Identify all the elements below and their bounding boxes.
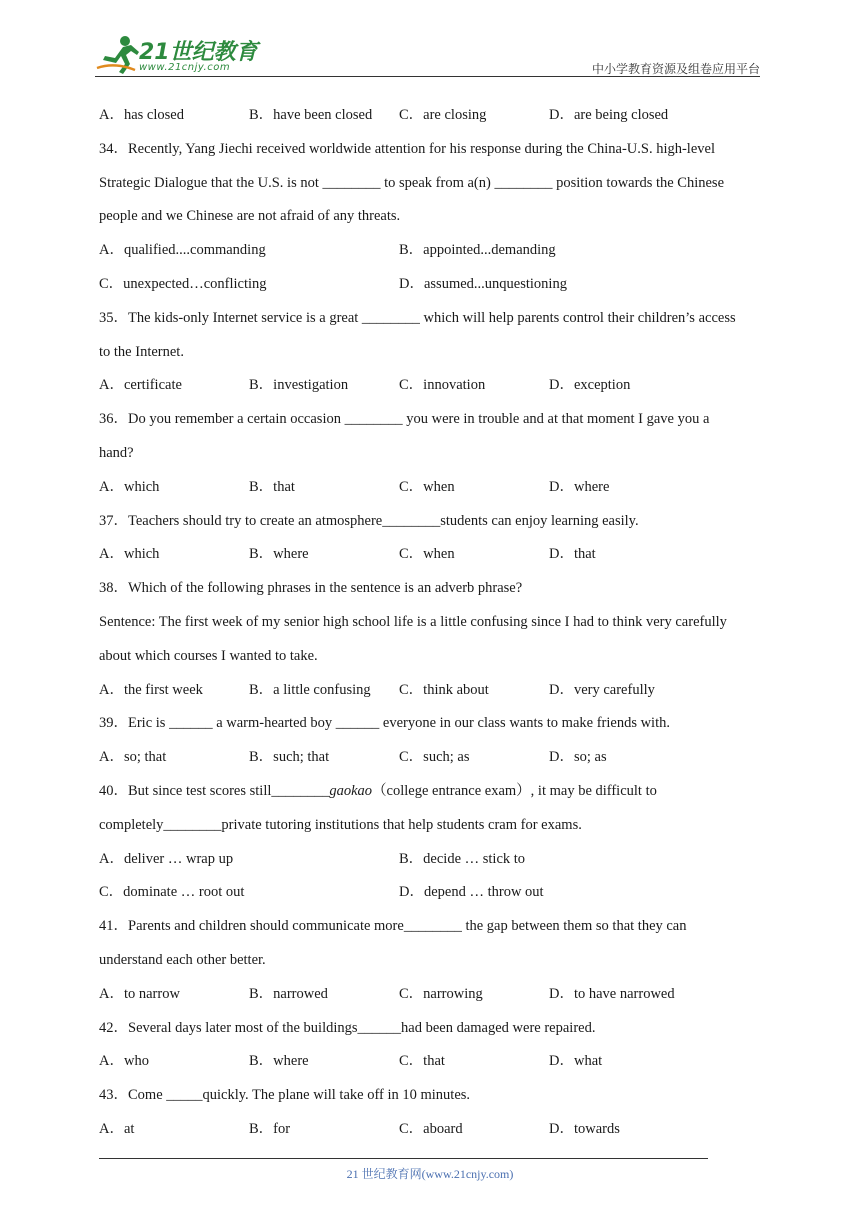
question-text: 41．Parents and children should communicate more________ the gap between them so that they can — [99, 918, 687, 935]
option-a[interactable]: A．who — [99, 1053, 149, 1070]
question-text: 39．Eric is ______ a warm-hearted boy ______ everyone in our class wants to make friends with. — [99, 715, 670, 732]
question-text: 37．Teachers should try to create an atmosphere________students can enjoy learning easily. — [99, 512, 639, 529]
question-text-part: （college entrance exam）, it may be difficult to — [372, 782, 657, 799]
question-text: understand each other better. — [99, 951, 266, 968]
option-a[interactable]: A．to narrow — [99, 985, 180, 1002]
q40-options-row1 — [99, 845, 769, 879]
q41-options — [99, 980, 769, 1014]
q39-options — [99, 743, 769, 777]
option-b[interactable]: B．a little confusing — [249, 681, 371, 698]
option-c[interactable]: C．when — [399, 546, 455, 563]
option-c[interactable]: C．are closing — [399, 107, 487, 123]
footer-divider — [99, 1158, 708, 1159]
option-a[interactable]: A．which — [99, 478, 160, 495]
option-d[interactable]: D．so; as — [549, 749, 607, 766]
option-b[interactable]: B．such; that — [249, 749, 330, 766]
option-d[interactable]: D．what — [549, 1053, 603, 1070]
option-b[interactable]: B．decide … stick to — [399, 850, 526, 867]
question-text: about which courses I wanted to take. — [99, 647, 318, 664]
option-c[interactable]: C．unexpected…conflicting — [99, 275, 267, 292]
question-text: 36．Do you remember a certain occasion ________ you were in trouble and at that moment I gave you a — [99, 411, 710, 428]
option-b[interactable]: B．appointed...demanding — [399, 242, 556, 259]
q34-options-row2 — [99, 270, 769, 304]
option-c[interactable]: C．that — [399, 1053, 445, 1070]
q35-options — [99, 371, 769, 405]
question-text: 38．Which of the following phrases in the sentence is an adverb phrase? — [99, 580, 523, 597]
option-d[interactable]: D．towards — [549, 1120, 620, 1137]
question-text: Strategic Dialogue that the U.S. is not ________ to speak from a(n) ________ position towards the Chinese — [99, 174, 725, 191]
option-c[interactable]: C．dominate … root out — [99, 884, 245, 901]
q42-options — [99, 1047, 769, 1081]
q43-options — [99, 1115, 769, 1149]
option-c[interactable]: C．such; as — [399, 749, 470, 766]
option-d[interactable]: D．are being closed — [549, 107, 669, 123]
question-text — [99, 777, 769, 811]
q38-options — [99, 676, 769, 710]
page-footer[interactable]: 21 世纪教育网(www.21cnjy.com) — [346, 1167, 514, 1181]
q40-options-row2 — [99, 878, 769, 912]
header-divider — [95, 76, 760, 77]
question-text: completely________private tutoring institutions that help students cram for exams. — [99, 816, 582, 833]
question-text: Sentence: The first week of my senior high school life is a little confusing since I had to think very carefully — [99, 613, 727, 630]
question-text: 43．Come _____quickly. The plane will take off in 10 minutes. — [99, 1087, 471, 1104]
q34-options-row1 — [99, 236, 769, 270]
option-d[interactable]: D．depend … throw out — [399, 884, 544, 901]
question-text: hand? — [99, 444, 134, 461]
option-a[interactable]: A．so; that — [99, 749, 167, 766]
option-d[interactable]: D．that — [549, 546, 596, 563]
question-text: people and we Chinese are not afraid of any threats. — [99, 208, 401, 225]
option-a[interactable]: A．certificate — [99, 377, 182, 394]
option-d[interactable]: D．exception — [549, 377, 631, 394]
q37-options — [99, 540, 769, 574]
option-d[interactable]: D．very carefully — [549, 681, 655, 698]
option-b[interactable]: B．where — [249, 1053, 309, 1070]
q36-options — [99, 473, 769, 507]
question-text: 34．Recently, Yang Jiechi received worldwide attention for his response during the China-U.S. high-level — [99, 140, 715, 157]
question-list — [99, 101, 769, 1149]
platform-title: 中小学教育资源及组卷应用平台 — [591, 62, 760, 76]
option-a[interactable]: A．has closed — [99, 107, 184, 123]
option-c[interactable]: C．narrowing — [399, 985, 483, 1002]
option-a[interactable]: A．the first week — [99, 681, 203, 698]
option-b[interactable]: B．investigation — [249, 377, 349, 394]
question-text: 42．Several days later most of the buildings______had been damaged were repaired. — [99, 1019, 596, 1036]
page-header — [95, 30, 760, 78]
italic-term: gaokao — [329, 782, 373, 799]
q33-options — [99, 101, 769, 135]
option-b[interactable]: B．where — [249, 546, 309, 563]
option-a[interactable]: A．which — [99, 546, 160, 563]
logo-url: www.21cnjy.com — [139, 62, 231, 73]
option-c[interactable]: C．innovation — [399, 377, 486, 394]
option-b[interactable]: B．that — [249, 478, 295, 495]
logo — [95, 34, 265, 76]
option-b[interactable]: B．for — [249, 1120, 291, 1137]
option-b[interactable]: B．narrowed — [249, 985, 328, 1002]
option-d[interactable]: D．to have narrowed — [549, 985, 675, 1002]
option-c[interactable]: C．think about — [399, 681, 489, 698]
logo-text: 21世纪教育 — [139, 40, 258, 65]
runner-logo-icon — [95, 34, 139, 76]
question-text-part: 40．But since test scores still________ — [99, 782, 330, 799]
question-text: to the Internet. — [99, 343, 184, 360]
option-c[interactable]: C．when — [399, 478, 455, 495]
option-c[interactable]: C．aboard — [399, 1120, 463, 1137]
option-d[interactable]: D．where — [549, 478, 610, 495]
option-a[interactable]: A．deliver … wrap up — [99, 850, 234, 867]
option-a[interactable]: A．at — [99, 1120, 135, 1137]
option-d[interactable]: D．assumed...unquestioning — [399, 275, 567, 292]
option-a[interactable]: A．qualified....commanding — [99, 242, 266, 259]
question-text: 35．The kids-only Internet service is a great ________ which will help parents control their children’s access — [99, 309, 736, 326]
option-b[interactable]: B．have been closed — [249, 107, 373, 123]
